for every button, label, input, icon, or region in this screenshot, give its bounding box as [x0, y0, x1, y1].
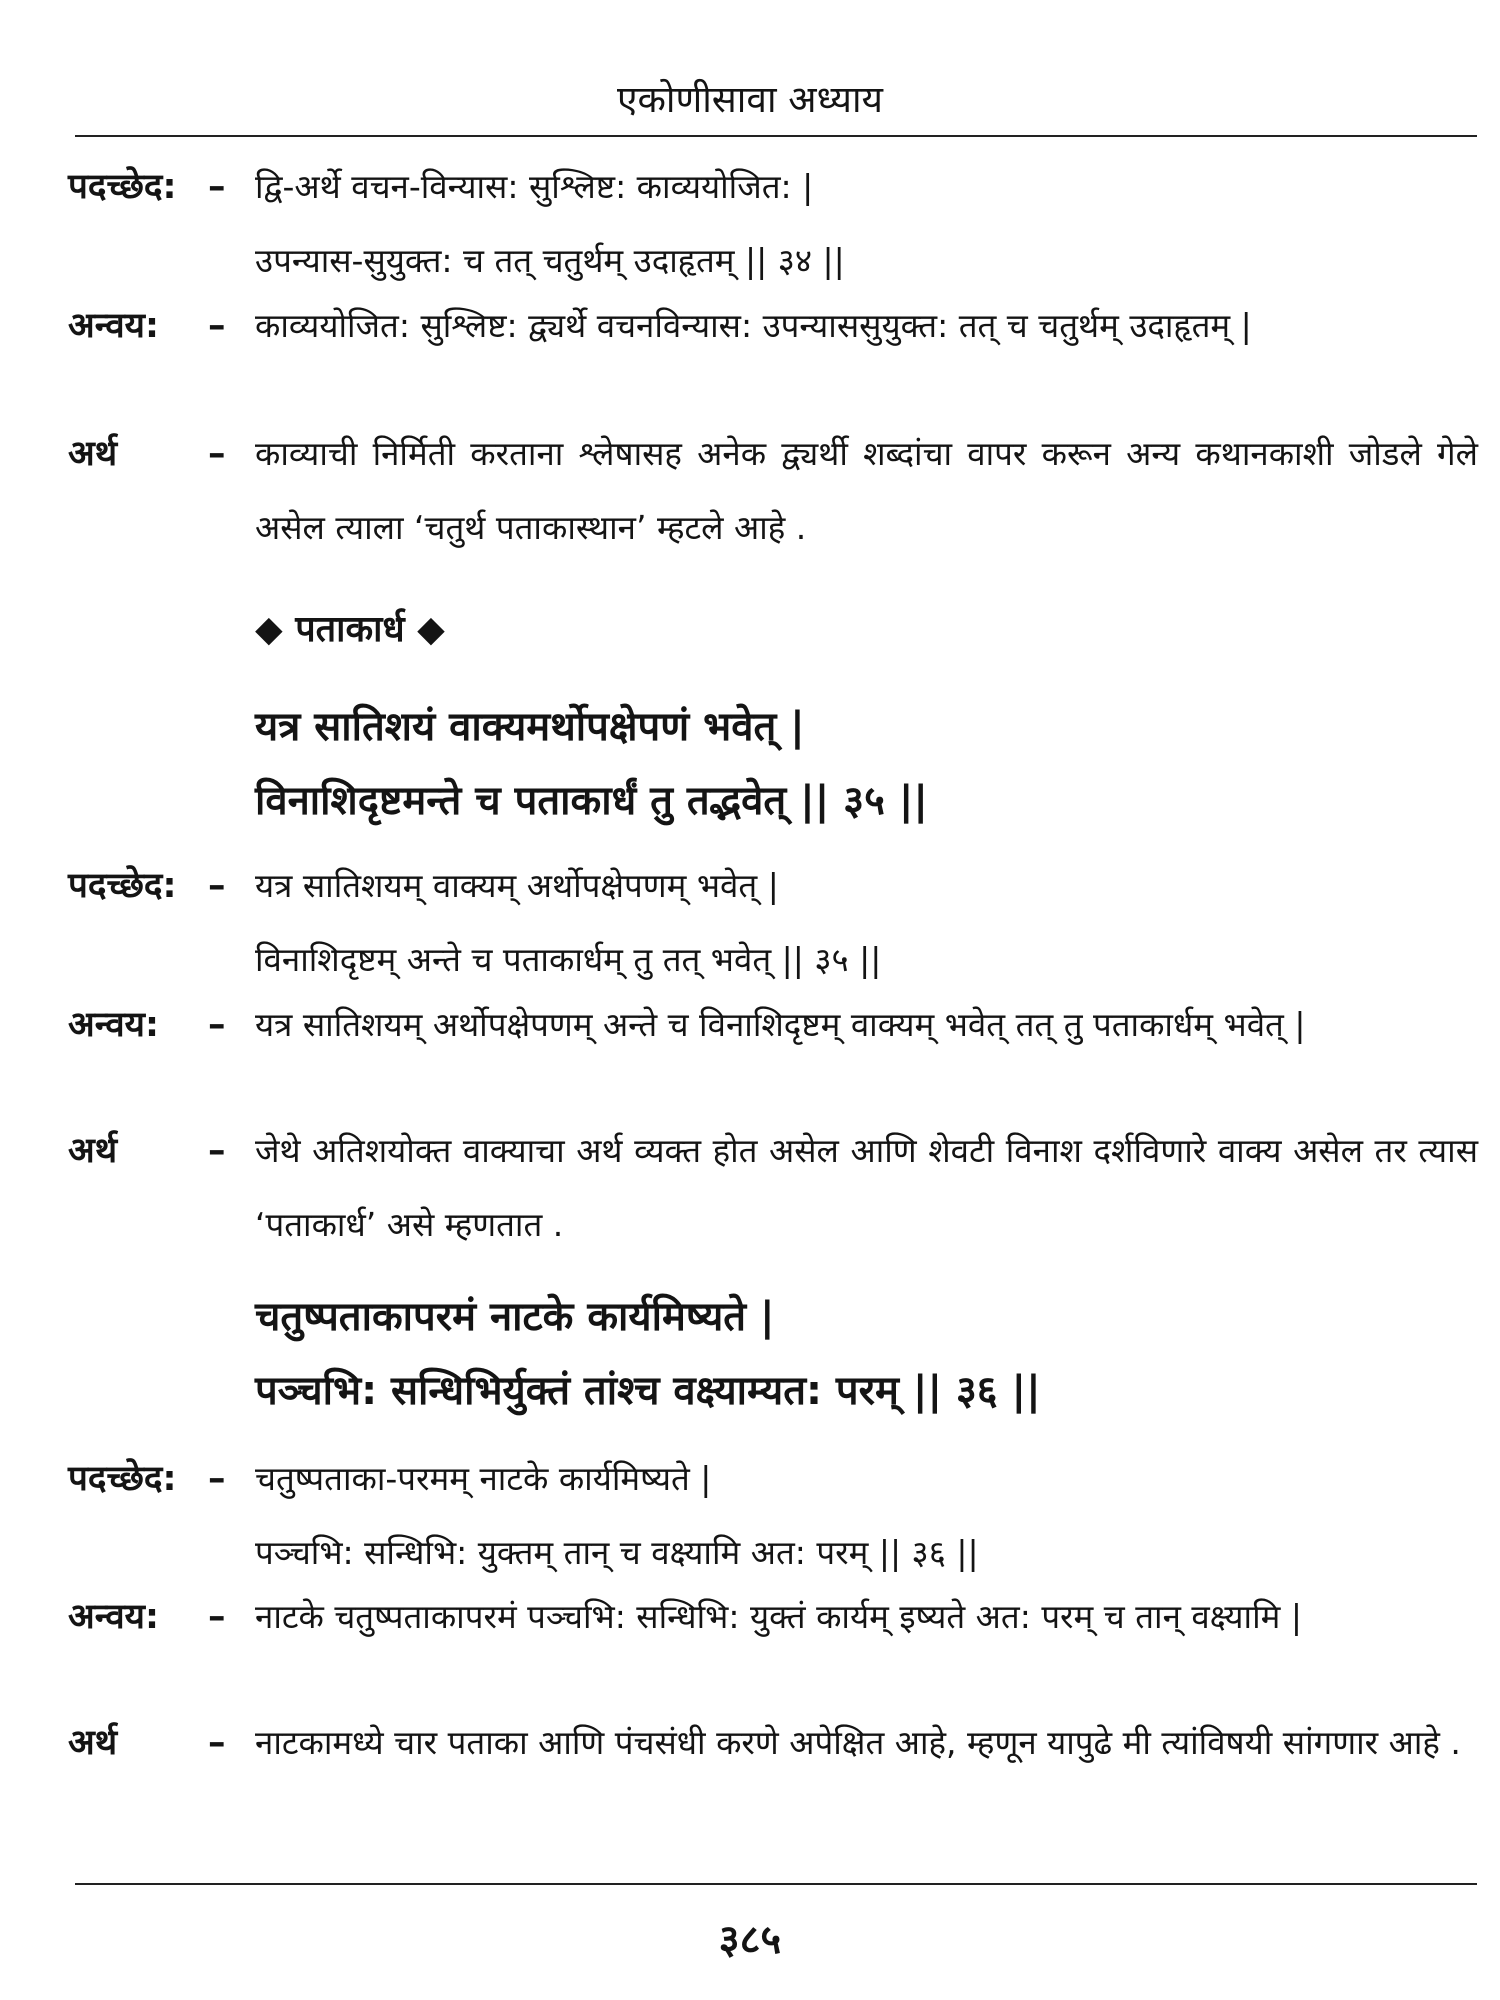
- label-dash: –: [208, 306, 226, 346]
- artha-label: अर्थ: [68, 1723, 118, 1763]
- label-dash: –: [208, 1723, 226, 1763]
- anvaya-label: अन्वय:: [68, 306, 159, 346]
- anvaya-label: अन्वय:: [68, 1005, 159, 1045]
- padacheda-line: उपन्यास-सुयुक्त: च तत् चतुर्थम् उदाहृतम् || ३४ ||: [255, 241, 845, 280]
- label-dash: –: [208, 1005, 226, 1045]
- anvaya-text: नाटके चतुष्पताकापरमं पञ्चभि: सन्धिभि: युक्तं कार्यम् इष्यते अत: परम् च तान् वक्ष्यामि |: [255, 1597, 1302, 1636]
- anvaya-text: यत्र सातिशयम् अर्थोपक्षेपणम् अन्ते च विनाशिदृष्टम् वाक्यम् भवेत् तत् तु पताकार्धम् भवेत् |: [255, 1005, 1306, 1044]
- label-dash: –: [208, 167, 226, 207]
- padacheda-row-34: [68, 150, 1478, 298]
- artha-label: अर्थ: [68, 1131, 118, 1171]
- verse-35: [255, 690, 928, 838]
- padacheda-line: द्वि-अर्थे वचन-विन्यास: सुश्लिष्ट: काव्ययोजित: |: [255, 167, 814, 206]
- anvaya-row-34: [68, 289, 1478, 363]
- label-dash: –: [208, 1131, 226, 1171]
- label-dash: –: [208, 1597, 226, 1637]
- artha-text: नाटकामध्ये चार पताका आणि पंचसंधी करणे अपेक्षित आहे, म्हणून यापुढे मी त्यांविषयी सांगणार आहे .: [255, 1723, 1461, 1762]
- artha-row-34: [68, 417, 1478, 565]
- verse-36: [255, 1280, 1041, 1428]
- artha-text: जेथे अतिशयोक्त वाक्याचा अर्थ व्यक्त होत असेल आणि शेवटी विनाश दर्शविणारे वाक्य असेल तर त्यास ‘पताकार्ध’ असे म्हणतात .: [255, 1131, 1478, 1244]
- anvaya-label: अन्वय:: [68, 1597, 159, 1637]
- chapter-header: एकोणीसावा अध्याय: [617, 78, 883, 121]
- padacheda-text: [255, 150, 1478, 298]
- padacheda-row-36: [68, 1442, 1478, 1590]
- section-heading: ◆ पताकार्ध ◆: [255, 609, 445, 650]
- padacheda-label: पदच्छेद:: [68, 1459, 177, 1499]
- padacheda-label: पदच्छेद:: [68, 866, 177, 906]
- artha-row-35: [68, 1114, 1478, 1262]
- artha-label: अर्थ: [68, 434, 118, 474]
- padacheda-text: [255, 1442, 1478, 1590]
- footer-rule: [75, 1883, 1477, 1885]
- padacheda-line: विनाशिदृष्टम् अन्ते च पताकार्धम् तु तत् भवेत् || ३५ ||: [255, 940, 882, 979]
- anvaya-row-35: [68, 988, 1478, 1062]
- padacheda-line: पञ्चभि: सन्धिभि: युक्तम् तान् च वक्ष्यामि अत: परम् || ३६ ||: [255, 1533, 979, 1572]
- artha-row-36: [68, 1706, 1478, 1780]
- page-number: ३८५: [718, 1917, 782, 1963]
- verse-line: पञ्चभि: सन्धिभिर्युक्तं तांश्च वक्ष्याम्यत: परम् || ३६ ||: [255, 1368, 1041, 1414]
- label-dash: –: [208, 1459, 226, 1499]
- label-dash: –: [208, 866, 226, 906]
- artha-text: काव्याची निर्मिती करताना श्लेषासह अनेक द्व्यर्थी शब्दांचा वापर करून अन्य कथानकाशी जोडले गेले असेल त्याला ‘चतुर्थ पताकास्थान’ म्हटले आहे .: [255, 434, 1478, 547]
- anvaya-text: काव्ययोजित: सुश्लिष्ट: द्व्यर्थे वचनविन्यास: उपन्याससुयुक्त: तत् च चतुर्थम् उदाहृतम् |: [255, 306, 1252, 345]
- verse-line: विनाशिदृष्टमन्ते च पताकार्धं तु तद्भवेत् || ३५ ||: [255, 778, 929, 824]
- padacheda-row-35: [68, 849, 1478, 997]
- verse-line: चतुष्पताकापरमं नाटके कार्यमिष्यते |: [255, 1294, 775, 1340]
- header-rule: [75, 135, 1477, 137]
- padacheda-line: यत्र सातिशयम् वाक्यम् अर्थोपक्षेपणम् भवेत् |: [255, 866, 779, 905]
- anvaya-row-36: [68, 1580, 1478, 1654]
- padacheda-line: चतुष्पताका-परमम् नाटके कार्यमिष्यते |: [255, 1459, 712, 1498]
- label-dash: –: [208, 434, 226, 474]
- padacheda-label: पदच्छेद:: [68, 167, 177, 207]
- padacheda-text: [255, 849, 1478, 997]
- verse-line: यत्र सातिशयं वाक्यमर्थोपक्षेपणं भवेत् |: [255, 704, 805, 750]
